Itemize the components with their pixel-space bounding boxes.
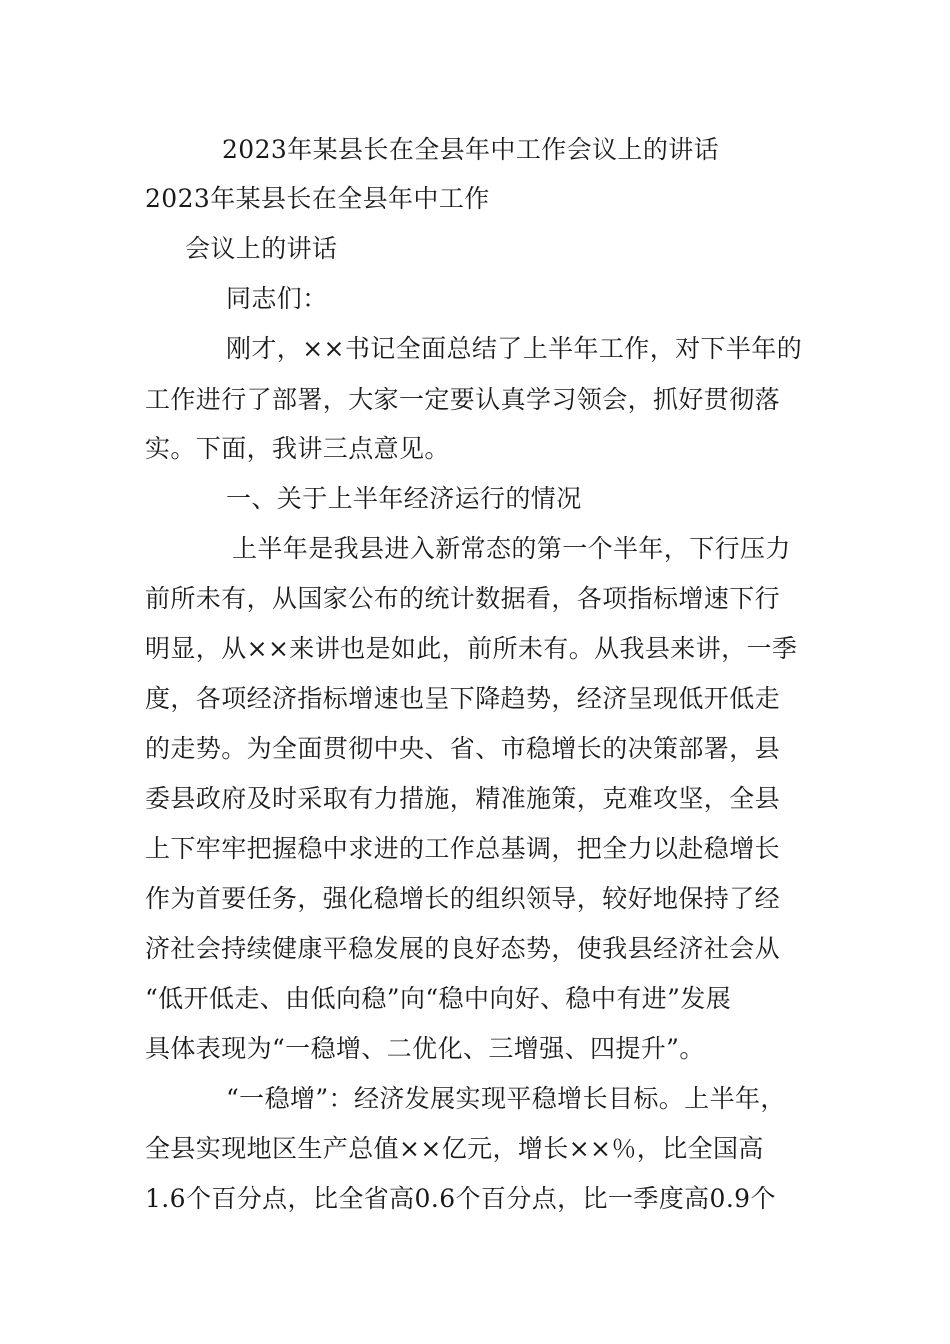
paragraph-line: 上半年是我县进入新常态的第一个半年，下行压力 [232,534,791,563]
paragraph-line: 济社会持续健康平稳发展的良好态势，使我县经济社会从 [145,934,781,963]
section-heading: 一、关于上半年经济运行的情况 [226,484,582,513]
paragraph-line: 委县政府及时采取有力措施，精准施策，克难攻坚，全县 [145,784,781,813]
paragraph-line: 1.6个百分点，比全省高0.6个百分点，比一季度高0.9个 [145,1184,776,1213]
paragraph-line: 全县实现地区生产总值××亿元，增长××％，比全国高 [145,1134,764,1163]
heading-line-1: 2023年某县长在全县年中工作 [145,184,490,213]
paragraph-line: 实。下面，我讲三点意见。 [145,434,450,463]
salutation: 同志们： [226,284,328,313]
paragraph-line: 的走势。为全面贯彻中央、省、市稳增长的决策部署，县 [145,734,781,763]
paragraph-line: 前所未有，从国家公布的统计数据看，各项指标增速下行 [145,584,781,613]
paragraph-line: 具体表现为“一稳增、二优化、三增强、四提升”。 [145,1034,705,1063]
heading-line-2: 会议上的讲话 [185,234,338,263]
paragraph-line: 上下牢牢把握稳中求进的工作总基调，把全力以赴稳增长 [145,834,781,863]
document-title: 2023年某县长在全县年中工作会议上的讲话 [222,135,720,164]
paragraph-line: 度，各项经济指标增速也呈下降趋势，经济呈现低开低走 [145,684,781,713]
paragraph-line: 作为首要任务，强化稳增长的组织领导，较好地保持了经 [145,884,781,913]
paragraph-line: 明显，从××来讲也是如此，前所未有。从我县来讲，一季 [145,634,798,663]
paragraph-line: 工作进行了部署，大家一定要认真学习领会，抓好贯彻落 [145,385,781,414]
paragraph-line: “低开低走、由低向稳”向“稳中向好、稳中有进”发展 [145,984,732,1013]
paragraph-line: “一稳增”：经济发展实现平稳增长目标。上半年， [226,1084,786,1113]
paragraph-line: 刚才，××书记全面总结了上半年工作，对下半年的 [226,334,803,363]
